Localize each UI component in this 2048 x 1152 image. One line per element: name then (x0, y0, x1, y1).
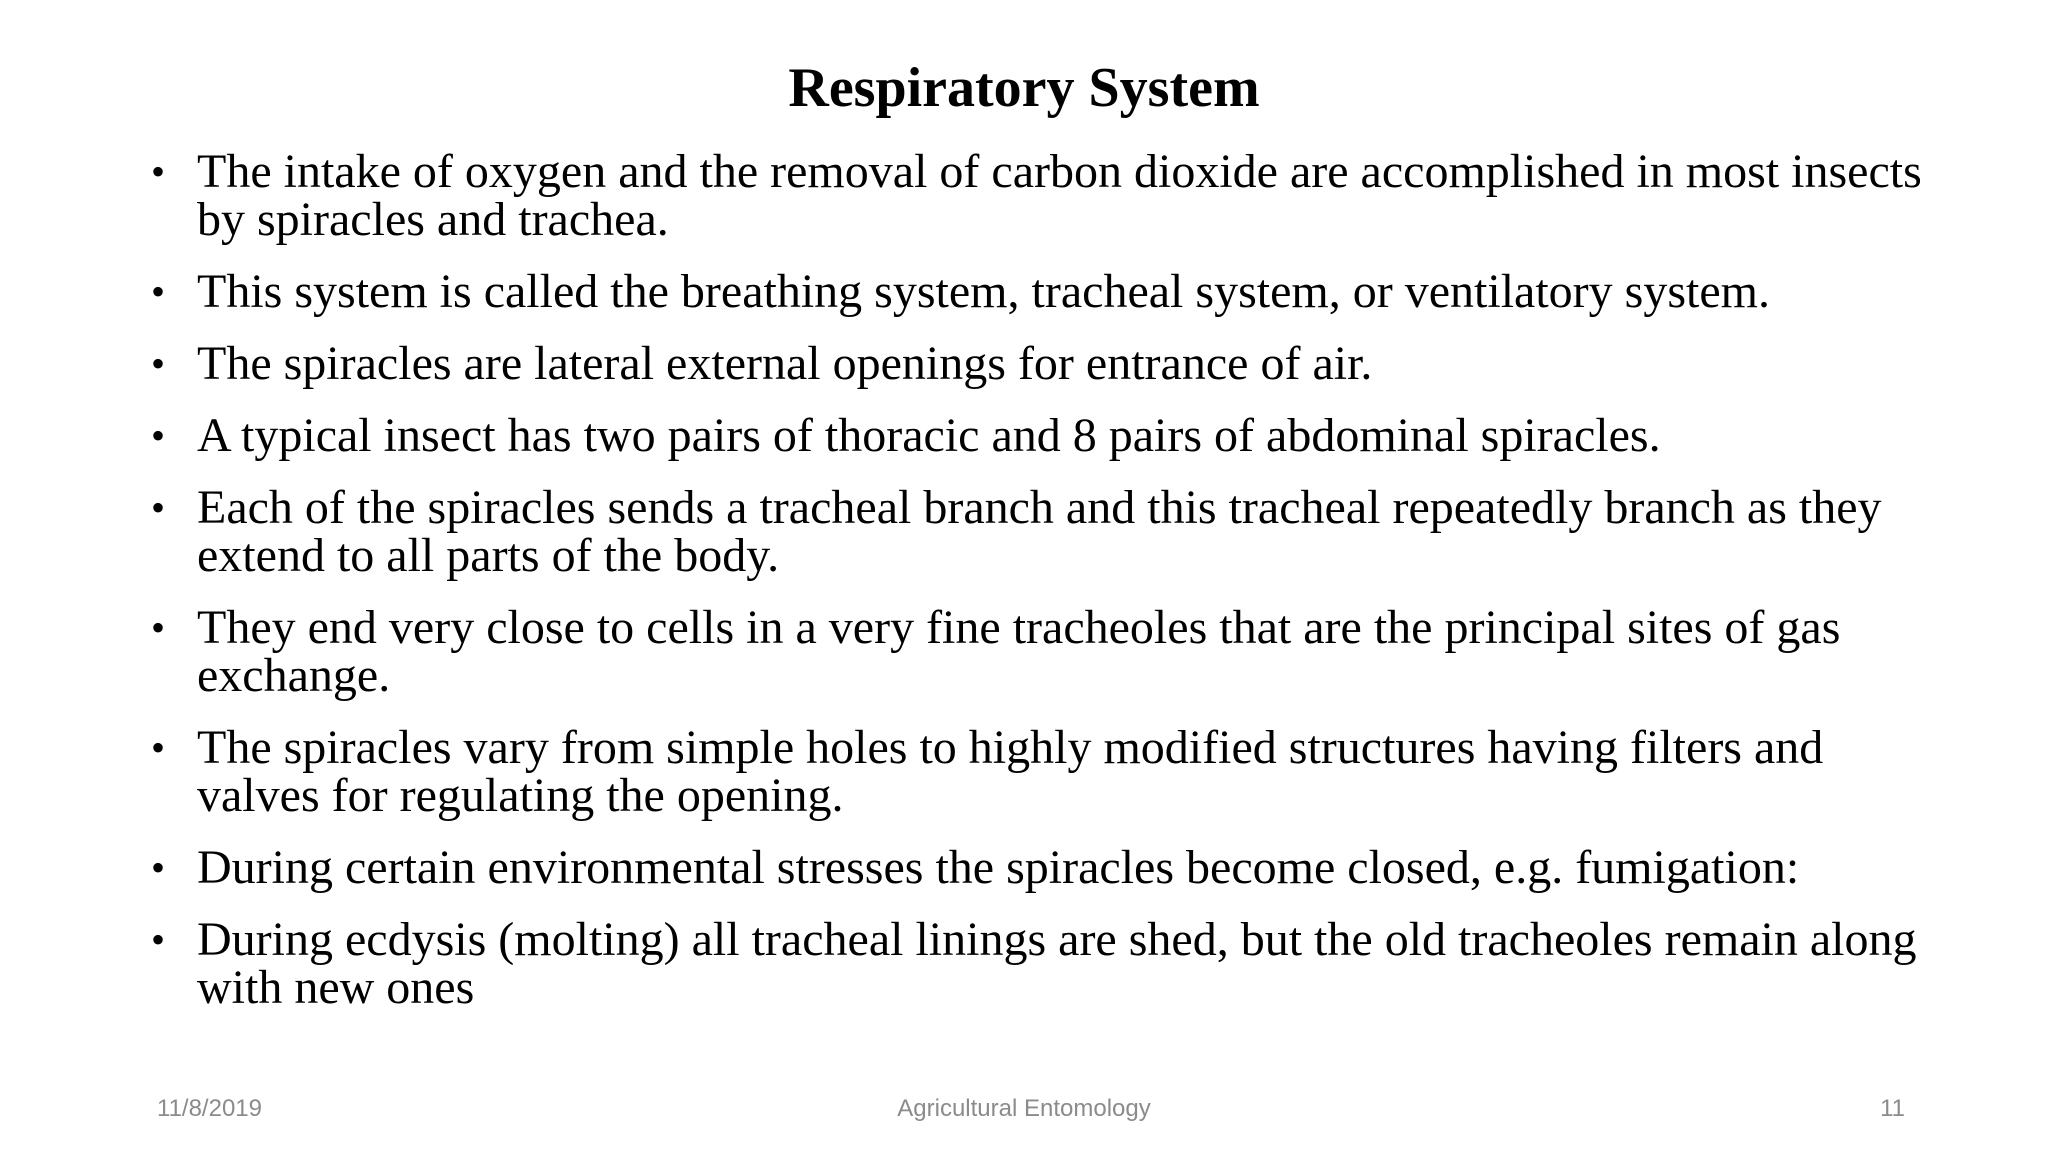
bullet-icon: • (151, 413, 166, 458)
bullet-text: The spiracles vary from simple holes to highly modified structures having filters and valves for regulating the opening. (197, 721, 1824, 822)
bullet-list (145, 145, 1935, 1036)
bullet-icon: • (151, 485, 166, 530)
bullet-icon: • (151, 725, 166, 770)
bullet-icon: • (151, 605, 166, 650)
bullet-item (145, 481, 1935, 582)
bullet-icon: • (151, 845, 166, 890)
bullet-icon: • (151, 269, 166, 314)
bullet-item (145, 601, 1935, 702)
bullet-text: The intake of oxygen and the removal of carbon dioxide are accomplished in most insects by spiracles and trachea. (197, 145, 1922, 246)
bullet-item (145, 409, 1935, 462)
bullet-text: The spiracles are lateral external openings for entrance of air. (197, 337, 1373, 390)
bullet-icon: • (151, 149, 166, 194)
footer-date: 11/8/2019 (157, 1095, 262, 1122)
bullet-text: Each of the spiracles sends a tracheal branch and this tracheal repeatedly branch as they extend to all parts of the body. (197, 481, 1882, 582)
bullet-text: During certain environmental stresses the spiracles become closed, e.g. fumigation: (197, 841, 1800, 894)
bullet-item (145, 145, 1935, 246)
bullet-item (145, 337, 1935, 390)
bullet-text: A typical insect has two pairs of thoracic and 8 pairs of abdominal spiracles. (197, 409, 1661, 462)
bullet-item (145, 265, 1935, 318)
bullet-icon: • (151, 917, 166, 962)
slide-title: Respiratory System (788, 57, 1260, 119)
slide-number: 11 (1880, 1095, 1905, 1122)
bullet-item (145, 913, 1935, 1014)
bullet-text: They end very close to cells in a very fine tracheoles that are the principal sites of gas exchange. (197, 601, 1841, 702)
bullet-text: During ecdysis (molting) all tracheal linings are shed, but the old tracheoles remain along with new ones (197, 913, 1917, 1014)
bullet-item (145, 721, 1935, 822)
footer-title: Agricultural Entomology (897, 1095, 1151, 1122)
bullet-item (145, 841, 1935, 894)
bullet-icon: • (151, 341, 166, 386)
bullet-text: This system is called the breathing system, tracheal system, or ventilatory system. (197, 265, 1770, 318)
